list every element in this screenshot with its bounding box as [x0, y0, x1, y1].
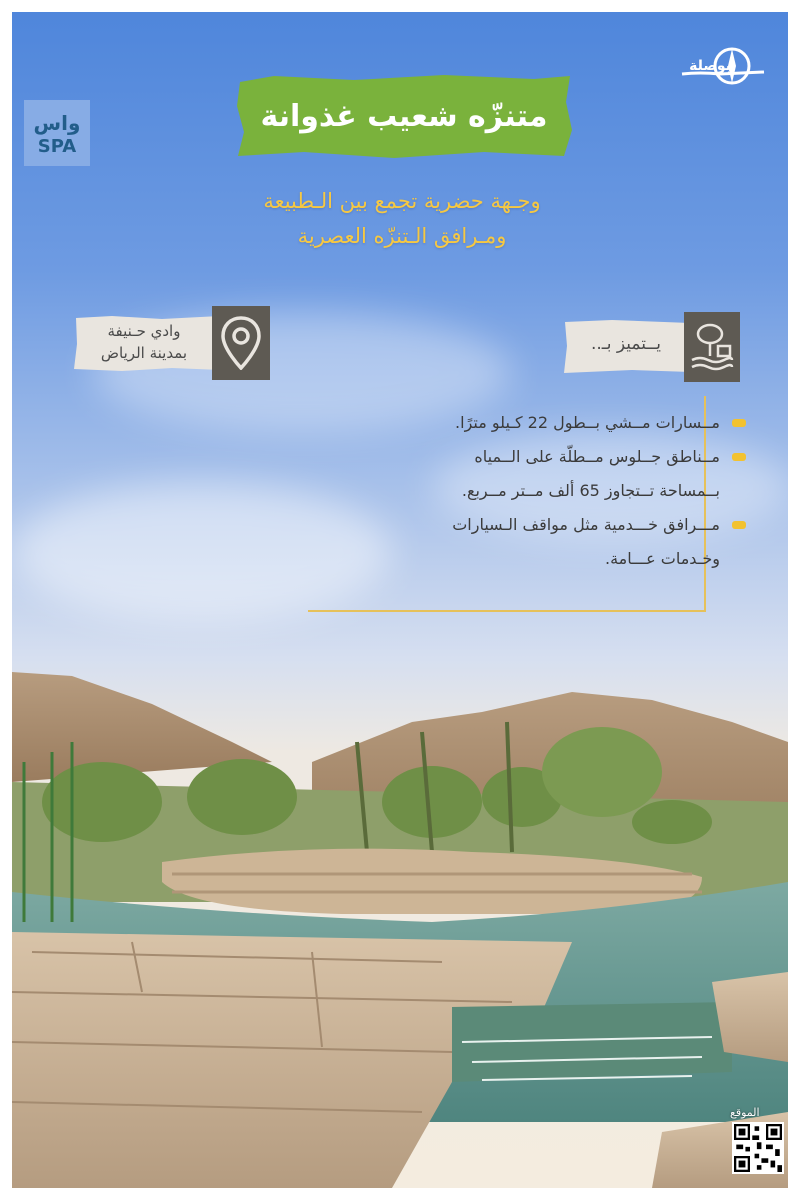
subtitle	[172, 184, 632, 254]
features-list	[386, 406, 746, 576]
qr-label: الموقع	[730, 1106, 760, 1119]
poster	[12, 12, 788, 1188]
qr-code-icon	[734, 1124, 782, 1172]
location-icon-box	[212, 306, 270, 380]
feature-item	[386, 406, 746, 440]
subtitle-line: وجـهة حضرية تجمع بين الـطبيعة	[263, 189, 541, 213]
location-tag	[72, 306, 272, 380]
features-icon-box	[684, 312, 740, 382]
bullet-icon	[732, 419, 746, 427]
features-heading: يــتميز بـ..	[590, 334, 662, 354]
park-photo	[12, 652, 788, 1188]
feature-line: مـــرافق خـــدمية مثل مواقف الـسيارات	[452, 515, 720, 534]
svg-text:SPA: SPA	[37, 136, 77, 157]
location-line: بمدينة الرياض	[100, 344, 188, 362]
qr-code[interactable]	[732, 1122, 784, 1174]
title-banner	[234, 72, 574, 160]
feature-item	[386, 440, 746, 508]
feature-item	[386, 508, 746, 576]
svg-text:بوصلة: بوصلة	[689, 58, 731, 74]
park-tree-icon	[690, 320, 734, 374]
page-title: متنزّه شعيب غذوانة	[260, 98, 548, 134]
bullet-icon	[732, 453, 746, 461]
location-line: وادي حـنيفة	[107, 322, 181, 340]
feature-line: مــناطق جــلوس مــطلّة على الــمياه	[474, 447, 720, 466]
svg-text:واس: واس	[33, 111, 81, 135]
subtitle-line: ومـرافق الـتنزّه العصرية	[297, 224, 507, 248]
features-tag	[562, 312, 740, 382]
feature-line: بــمساحة تــتجاوز 65 ألف مــتر مــربع.	[461, 481, 720, 500]
feature-line: وخـدمات عـــامة.	[604, 549, 720, 568]
feature-line: مــسارات مــشي بــطول 22 كـيلو مترًا.	[455, 413, 720, 432]
bousala-logo	[680, 44, 766, 94]
location-text	[78, 320, 210, 364]
spa-logo-graphic	[24, 100, 90, 166]
spa-logo	[24, 100, 90, 166]
map-pin-icon	[221, 316, 261, 370]
bullet-icon	[732, 521, 746, 529]
